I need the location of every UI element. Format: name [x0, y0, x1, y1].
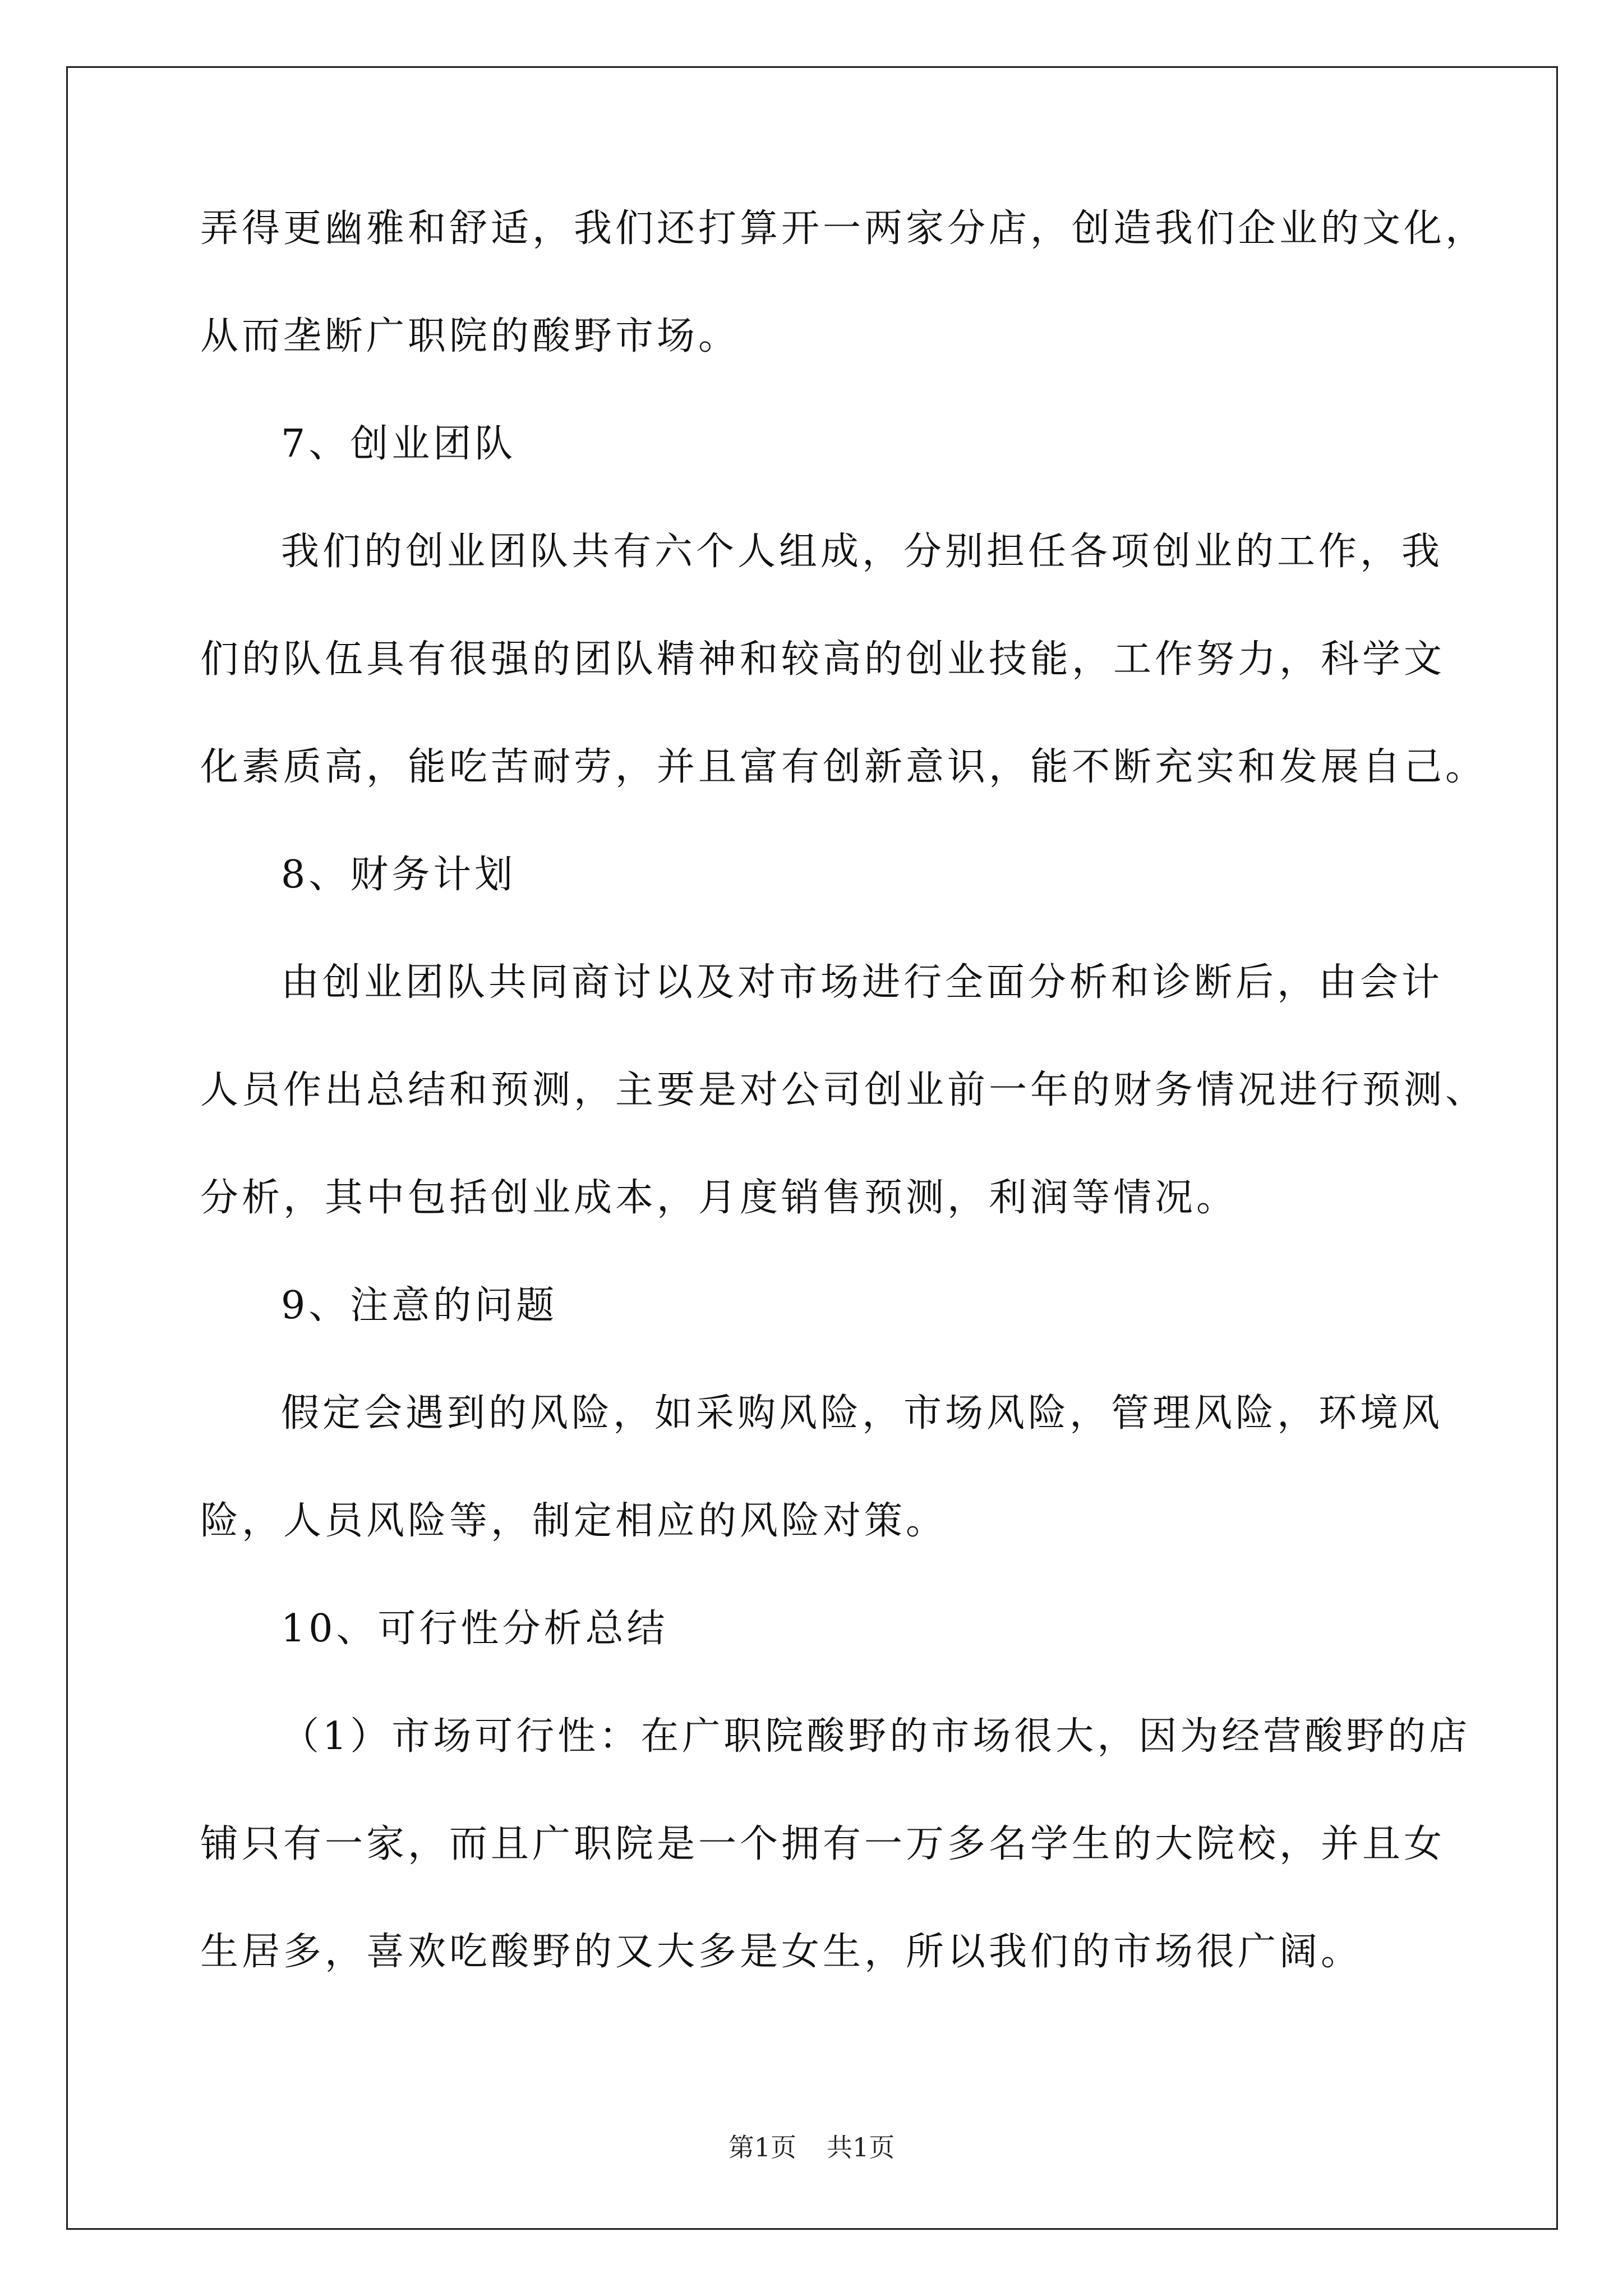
paragraph-line: 铺只有一家，而且广职院是一个拥有一万多名学生的大院校，并且女 [200, 1822, 1446, 1866]
page-footer [0, 2131, 1623, 2164]
section-heading: 7、创业团队 [281, 422, 517, 466]
paragraph-line: 从而垄断广职院的酸野市场。 [200, 314, 740, 358]
section-heading: 8、财务计划 [281, 853, 517, 897]
page-number-total: 共1页 [827, 2132, 895, 2162]
paragraph-line: 化素质高，能吃苦耐劳，并且富有创新意识，能不断充实和发展自己。 [200, 745, 1487, 789]
paragraph-line: （1）市场可行性：在广职院酸野的市场很大，因为经营酸野的店 [281, 1714, 1471, 1759]
paragraph-line: 由创业团队共同商讨以及对市场进行全面分析和诊断后，由会计 [281, 960, 1444, 1005]
section-heading: 9、注意的问题 [281, 1283, 558, 1328]
paragraph-line: 险，人员风险等，制定相应的风险对策。 [200, 1499, 948, 1543]
paragraph-line: 生居多，喜欢吃酸野的又大多是女生，所以我们的市场很广阔。 [200, 1930, 1363, 1974]
page-number-current: 第1页 [728, 2132, 796, 2162]
paragraph-line: 弄得更幽雅和舒适，我们还打算开一两家分店，创造我们企业的文化， [200, 206, 1487, 251]
page-border [66, 66, 1558, 2230]
paragraph-line: 我们的创业团队共有六个人组成，分别担任各项创业的工作，我 [281, 530, 1444, 574]
section-heading: 10、可行性分析总结 [281, 1607, 668, 1651]
paragraph-line: 人员作出总结和预测，主要是对公司创业前一年的财务情况进行预测、 [200, 1068, 1487, 1112]
paragraph-line: 分析，其中包括创业成本，月度销售预测，利润等情况。 [200, 1176, 1238, 1220]
paragraph-line: 们的队伍具有很强的团队精神和较高的创业技能，工作努力，科学文 [200, 637, 1446, 682]
paragraph-line: 假定会遇到的风险，如采购风险，市场风险，管理风险，环境风 [281, 1391, 1444, 1435]
